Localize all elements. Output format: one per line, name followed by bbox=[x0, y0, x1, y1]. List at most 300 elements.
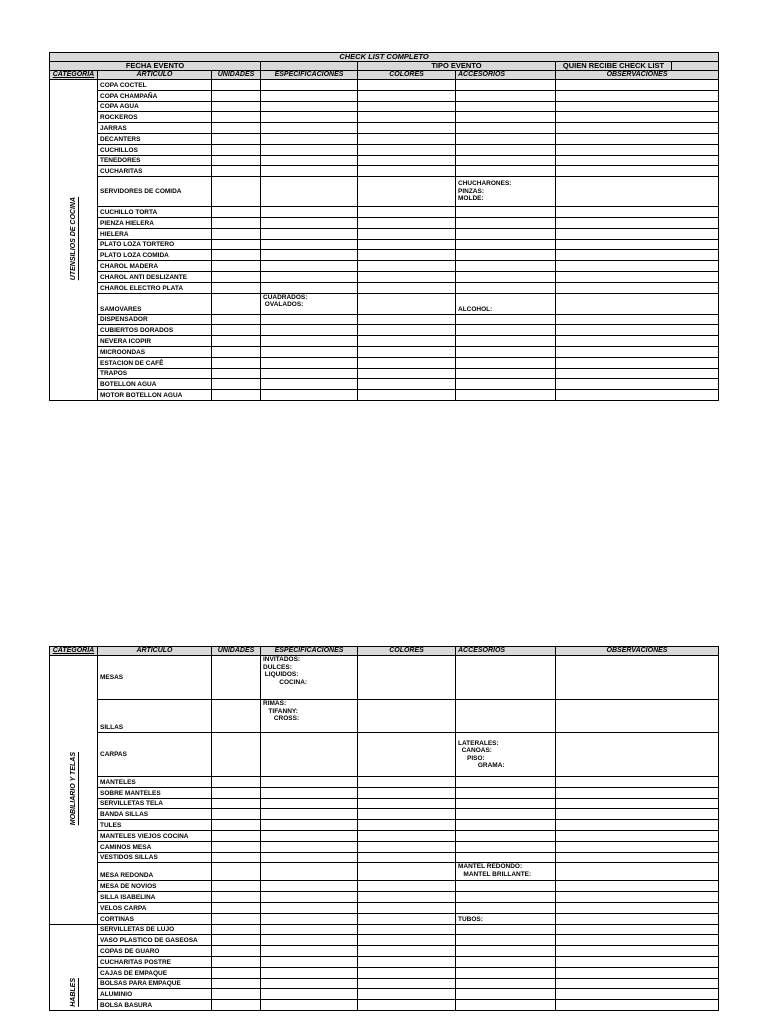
colores-cell[interactable] bbox=[358, 155, 456, 166]
especificaciones-cell[interactable] bbox=[261, 336, 358, 347]
observaciones-cell[interactable] bbox=[556, 336, 719, 347]
accesorios-cell[interactable] bbox=[456, 852, 556, 863]
especificaciones-cell[interactable] bbox=[261, 250, 358, 261]
colores-cell[interactable] bbox=[358, 989, 456, 1000]
observaciones-cell[interactable] bbox=[556, 841, 719, 852]
accesorios-cell[interactable]: MANTEL REDONDO: MANTEL BRILLANTE: bbox=[456, 863, 556, 881]
item-name: VASO PLASTICO DE GASEOSA bbox=[98, 935, 212, 946]
colores-cell[interactable] bbox=[358, 133, 456, 144]
accesorios-cell[interactable] bbox=[456, 978, 556, 989]
especificaciones-cell[interactable] bbox=[261, 946, 358, 957]
especificaciones-cell[interactable] bbox=[261, 207, 358, 218]
colores-cell[interactable] bbox=[358, 787, 456, 798]
unidades-cell[interactable] bbox=[212, 924, 261, 935]
unidades-cell[interactable] bbox=[212, 123, 261, 134]
colores-cell[interactable] bbox=[358, 80, 456, 91]
table-row bbox=[50, 820, 719, 831]
item-name: CUCHARITAS bbox=[98, 166, 212, 177]
observaciones-cell[interactable] bbox=[556, 90, 719, 101]
observaciones-cell[interactable] bbox=[556, 282, 719, 293]
observaciones-cell[interactable] bbox=[556, 357, 719, 368]
unidades-cell[interactable] bbox=[212, 809, 261, 820]
observaciones-cell[interactable] bbox=[556, 1000, 719, 1011]
accesorios-cell[interactable] bbox=[456, 346, 556, 357]
item-name: SERVILLETAS DE LUJO bbox=[98, 924, 212, 935]
observaciones-cell[interactable] bbox=[556, 250, 719, 261]
observaciones-cell[interactable] bbox=[556, 946, 719, 957]
especificaciones-cell[interactable] bbox=[261, 133, 358, 144]
unidades-cell[interactable] bbox=[212, 239, 261, 250]
accesorios-cell[interactable]: LATERALES: CANOAS: PISO: GRAMA: bbox=[456, 733, 556, 777]
table-row bbox=[50, 325, 719, 336]
table-row bbox=[50, 390, 719, 401]
category-label: MOBILIARIO Y TELAS bbox=[69, 751, 77, 825]
unidades-cell[interactable] bbox=[212, 112, 261, 123]
unidades-cell[interactable] bbox=[212, 967, 261, 978]
especificaciones-cell[interactable] bbox=[261, 101, 358, 112]
colores-cell[interactable] bbox=[358, 123, 456, 134]
especificaciones-cell[interactable] bbox=[261, 863, 358, 881]
observaciones-cell[interactable] bbox=[556, 325, 719, 336]
accesorios-cell[interactable] bbox=[456, 144, 556, 155]
item-name: COPA CHAMPAÑA bbox=[98, 90, 212, 101]
unidades-cell[interactable] bbox=[212, 902, 261, 913]
colores-cell[interactable] bbox=[358, 239, 456, 250]
observaciones-cell[interactable] bbox=[556, 368, 719, 379]
accesorios-cell[interactable] bbox=[456, 700, 556, 733]
item-name: CAMINOS MESA bbox=[98, 841, 212, 852]
table-row bbox=[50, 357, 719, 368]
especificaciones-cell[interactable]: INVITADOS: DULCES: LIQUIDOS: COCINA: bbox=[261, 656, 358, 700]
observaciones-cell[interactable] bbox=[556, 656, 719, 700]
observaciones-cell[interactable] bbox=[556, 787, 719, 798]
observaciones-cell[interactable] bbox=[556, 777, 719, 788]
especificaciones-cell[interactable] bbox=[261, 913, 358, 924]
unidades-cell[interactable] bbox=[212, 700, 261, 733]
observaciones-cell[interactable] bbox=[556, 700, 719, 733]
colores-cell[interactable] bbox=[358, 956, 456, 967]
accesorios-cell[interactable] bbox=[456, 379, 556, 390]
accesorios-cell[interactable] bbox=[456, 336, 556, 347]
unidades-cell[interactable] bbox=[212, 379, 261, 390]
item-name: SERVILLETAS TELA bbox=[98, 798, 212, 809]
colores-cell[interactable] bbox=[358, 325, 456, 336]
accesorios-cell[interactable] bbox=[456, 902, 556, 913]
especificaciones-cell[interactable] bbox=[261, 881, 358, 892]
unidades-cell[interactable] bbox=[212, 656, 261, 700]
accesorios-cell[interactable] bbox=[456, 90, 556, 101]
accesorios-cell[interactable] bbox=[456, 956, 556, 967]
accesorios-cell[interactable] bbox=[456, 239, 556, 250]
observaciones-cell[interactable] bbox=[556, 935, 719, 946]
accesorios-cell[interactable] bbox=[456, 80, 556, 91]
accesorios-cell[interactable]: ALCOHOL: bbox=[456, 293, 556, 314]
colores-cell[interactable] bbox=[358, 293, 456, 314]
unidades-cell[interactable] bbox=[212, 935, 261, 946]
observaciones-cell[interactable] bbox=[556, 271, 719, 282]
colores-cell[interactable] bbox=[358, 90, 456, 101]
unidades-cell[interactable] bbox=[212, 101, 261, 112]
unidades-cell[interactable] bbox=[212, 293, 261, 314]
observaciones-cell[interactable] bbox=[556, 820, 719, 831]
unidades-cell[interactable] bbox=[212, 166, 261, 177]
observaciones-cell[interactable] bbox=[556, 913, 719, 924]
unidades-cell[interactable] bbox=[212, 155, 261, 166]
observaciones-cell[interactable] bbox=[556, 379, 719, 390]
colores-cell[interactable] bbox=[358, 166, 456, 177]
especificaciones-cell[interactable] bbox=[261, 967, 358, 978]
unidades-cell[interactable] bbox=[212, 787, 261, 798]
accesorios-cell[interactable] bbox=[456, 820, 556, 831]
colores-cell[interactable] bbox=[358, 207, 456, 218]
especificaciones-cell[interactable] bbox=[261, 841, 358, 852]
unidades-cell[interactable] bbox=[212, 989, 261, 1000]
colores-cell[interactable] bbox=[358, 852, 456, 863]
unidades-cell[interactable] bbox=[212, 956, 261, 967]
observaciones-cell[interactable] bbox=[556, 830, 719, 841]
unidades-cell[interactable] bbox=[212, 390, 261, 401]
especificaciones-cell[interactable] bbox=[261, 357, 358, 368]
accesorios-cell[interactable] bbox=[456, 123, 556, 134]
colores-cell[interactable] bbox=[358, 314, 456, 325]
especificaciones-cell[interactable] bbox=[261, 368, 358, 379]
table-row bbox=[50, 379, 719, 390]
especificaciones-cell[interactable] bbox=[261, 271, 358, 282]
especificaciones-cell[interactable] bbox=[261, 346, 358, 357]
accesorios-cell[interactable] bbox=[456, 656, 556, 700]
accesorios-cell[interactable] bbox=[456, 809, 556, 820]
unidades-cell[interactable] bbox=[212, 80, 261, 91]
colores-cell[interactable] bbox=[358, 700, 456, 733]
colores-cell[interactable] bbox=[358, 733, 456, 777]
accesorios-cell[interactable] bbox=[456, 357, 556, 368]
observaciones-cell[interactable] bbox=[556, 978, 719, 989]
colores-cell[interactable] bbox=[358, 913, 456, 924]
col-accesorios: ACCESORIOS bbox=[456, 71, 556, 80]
especificaciones-cell[interactable] bbox=[261, 1000, 358, 1011]
colores-cell[interactable] bbox=[358, 144, 456, 155]
accesorios-cell[interactable] bbox=[456, 841, 556, 852]
observaciones-cell[interactable] bbox=[556, 228, 719, 239]
observaciones-cell[interactable] bbox=[556, 207, 719, 218]
unidades-cell[interactable] bbox=[212, 863, 261, 881]
item-name: SOBRE MANTELES bbox=[98, 787, 212, 798]
col-articulo: ARTICULO bbox=[98, 647, 212, 656]
accesorios-cell[interactable] bbox=[456, 112, 556, 123]
unidades-cell[interactable] bbox=[212, 852, 261, 863]
colores-cell[interactable] bbox=[358, 777, 456, 788]
accesorios-cell[interactable] bbox=[456, 282, 556, 293]
especificaciones-cell[interactable] bbox=[261, 314, 358, 325]
category-label: UTENSILIOS DE COCINA bbox=[69, 196, 77, 281]
colores-cell[interactable] bbox=[358, 282, 456, 293]
especificaciones-cell[interactable] bbox=[261, 830, 358, 841]
accesorios-cell[interactable] bbox=[456, 967, 556, 978]
colores-cell[interactable] bbox=[358, 250, 456, 261]
observaciones-cell[interactable] bbox=[556, 892, 719, 903]
observaciones-cell[interactable] bbox=[556, 852, 719, 863]
observaciones-cell[interactable] bbox=[556, 956, 719, 967]
accesorios-cell[interactable] bbox=[456, 830, 556, 841]
especificaciones-cell[interactable] bbox=[261, 261, 358, 272]
colores-cell[interactable] bbox=[358, 924, 456, 935]
colores-cell[interactable] bbox=[358, 978, 456, 989]
unidades-cell[interactable] bbox=[212, 777, 261, 788]
item-name: TENEDORES bbox=[98, 155, 212, 166]
unidades-cell[interactable] bbox=[212, 250, 261, 261]
item-name: TULES bbox=[98, 820, 212, 831]
table-row bbox=[50, 133, 719, 144]
accesorios-cell[interactable] bbox=[456, 390, 556, 401]
especificaciones-cell[interactable] bbox=[261, 733, 358, 777]
accesorios-cell[interactable]: CHUCHARONES: PINZAS: MOLDE: bbox=[456, 177, 556, 207]
observaciones-cell[interactable] bbox=[556, 112, 719, 123]
item-name: CUCHILLOS bbox=[98, 144, 212, 155]
especificaciones-cell[interactable] bbox=[261, 978, 358, 989]
especificaciones-cell[interactable]: CUADRADOS: OVALADOS: bbox=[261, 293, 358, 314]
table-row bbox=[50, 228, 719, 239]
unidades-cell[interactable] bbox=[212, 733, 261, 777]
colores-cell[interactable] bbox=[358, 177, 456, 207]
unidades-cell[interactable] bbox=[212, 282, 261, 293]
colores-cell[interactable] bbox=[358, 820, 456, 831]
unidades-cell[interactable] bbox=[212, 892, 261, 903]
colores-cell[interactable] bbox=[358, 809, 456, 820]
table-row bbox=[50, 166, 719, 177]
especificaciones-cell[interactable] bbox=[261, 90, 358, 101]
observaciones-cell[interactable] bbox=[556, 80, 719, 91]
observaciones-cell[interactable] bbox=[556, 177, 719, 207]
category-cell bbox=[50, 656, 98, 925]
colores-cell[interactable] bbox=[358, 112, 456, 123]
table-row bbox=[50, 924, 719, 935]
colores-cell[interactable] bbox=[358, 1000, 456, 1011]
especificaciones-cell[interactable] bbox=[261, 325, 358, 336]
unidades-cell[interactable] bbox=[212, 228, 261, 239]
item-name: BOLSAS PARA EMPAQUE bbox=[98, 978, 212, 989]
item-name: MANTELES bbox=[98, 777, 212, 788]
accesorios-cell[interactable] bbox=[456, 892, 556, 903]
accesorios-cell[interactable] bbox=[456, 935, 556, 946]
especificaciones-cell[interactable] bbox=[261, 809, 358, 820]
especificaciones-cell[interactable] bbox=[261, 80, 358, 91]
accesorios-cell[interactable] bbox=[456, 271, 556, 282]
colores-cell[interactable] bbox=[358, 881, 456, 892]
especificaciones-cell[interactable] bbox=[261, 924, 358, 935]
colores-cell[interactable] bbox=[358, 656, 456, 700]
col-categoria: CATEGORIA bbox=[50, 647, 98, 656]
accesorios-cell[interactable] bbox=[456, 325, 556, 336]
accesorios-cell[interactable] bbox=[456, 787, 556, 798]
unidades-cell[interactable] bbox=[212, 1000, 261, 1011]
observaciones-cell[interactable] bbox=[556, 863, 719, 881]
unidades-cell[interactable] bbox=[212, 368, 261, 379]
unidades-cell[interactable] bbox=[212, 946, 261, 957]
accesorios-cell[interactable] bbox=[456, 155, 556, 166]
colores-cell[interactable] bbox=[358, 967, 456, 978]
observaciones-cell[interactable] bbox=[556, 239, 719, 250]
accesorios-cell[interactable] bbox=[456, 777, 556, 788]
unidades-cell[interactable] bbox=[212, 336, 261, 347]
especificaciones-cell[interactable] bbox=[261, 935, 358, 946]
colores-cell[interactable] bbox=[358, 935, 456, 946]
colores-cell[interactable] bbox=[358, 946, 456, 957]
accesorios-cell[interactable] bbox=[456, 1000, 556, 1011]
observaciones-cell[interactable] bbox=[556, 967, 719, 978]
accesorios-cell[interactable] bbox=[456, 133, 556, 144]
item-name: BOLSA BASURA bbox=[98, 1000, 212, 1011]
especificaciones-cell[interactable] bbox=[261, 228, 358, 239]
colores-cell[interactable] bbox=[358, 390, 456, 401]
especificaciones-cell[interactable] bbox=[261, 239, 358, 250]
colores-cell[interactable] bbox=[358, 336, 456, 347]
especificaciones-cell[interactable] bbox=[261, 155, 358, 166]
fecha-evento-value[interactable] bbox=[261, 62, 358, 71]
accesorios-cell[interactable] bbox=[456, 989, 556, 1000]
accesorios-cell[interactable]: TUBOS: bbox=[456, 913, 556, 924]
colores-cell[interactable] bbox=[358, 379, 456, 390]
especificaciones-cell[interactable] bbox=[261, 217, 358, 228]
item-name: MESA DE NOVIOS bbox=[98, 881, 212, 892]
item-name: CUCHARITAS POSTRE bbox=[98, 956, 212, 967]
colores-cell[interactable] bbox=[358, 228, 456, 239]
accesorios-cell[interactable] bbox=[456, 368, 556, 379]
unidades-cell[interactable] bbox=[212, 978, 261, 989]
unidades-cell[interactable] bbox=[212, 841, 261, 852]
observaciones-cell[interactable] bbox=[556, 293, 719, 314]
observaciones-cell[interactable] bbox=[556, 881, 719, 892]
item-name: MANTELES VIEJOS COCINA bbox=[98, 830, 212, 841]
unidades-cell[interactable] bbox=[212, 357, 261, 368]
item-name: ESTACION DE CAFÊ bbox=[98, 357, 212, 368]
item-name: VESTIDOS SILLAS bbox=[98, 852, 212, 863]
table-row bbox=[50, 787, 719, 798]
accesorios-cell[interactable] bbox=[456, 228, 556, 239]
unidades-cell[interactable] bbox=[212, 798, 261, 809]
observaciones-cell[interactable] bbox=[556, 155, 719, 166]
accesorios-cell[interactable] bbox=[456, 217, 556, 228]
colores-cell[interactable] bbox=[358, 368, 456, 379]
table-row bbox=[50, 207, 719, 218]
unidades-cell[interactable] bbox=[212, 217, 261, 228]
table-row bbox=[50, 700, 719, 733]
unidades-cell[interactable] bbox=[212, 913, 261, 924]
observaciones-cell[interactable] bbox=[556, 924, 719, 935]
observaciones-cell[interactable] bbox=[556, 261, 719, 272]
especificaciones-cell[interactable] bbox=[261, 777, 358, 788]
checklist-table-2 bbox=[49, 646, 718, 1011]
especificaciones-cell[interactable] bbox=[261, 123, 358, 134]
especificaciones-cell[interactable] bbox=[261, 390, 358, 401]
unidades-cell[interactable] bbox=[212, 314, 261, 325]
colores-cell[interactable] bbox=[358, 261, 456, 272]
observaciones-cell[interactable] bbox=[556, 123, 719, 134]
colores-cell[interactable] bbox=[358, 902, 456, 913]
observaciones-cell[interactable] bbox=[556, 166, 719, 177]
colores-cell[interactable] bbox=[358, 863, 456, 881]
especificaciones-cell[interactable] bbox=[261, 282, 358, 293]
accesorios-cell[interactable] bbox=[456, 946, 556, 957]
observaciones-cell[interactable] bbox=[556, 733, 719, 777]
table-row bbox=[50, 250, 719, 261]
especificaciones-cell[interactable] bbox=[261, 852, 358, 863]
especificaciones-cell[interactable] bbox=[261, 112, 358, 123]
accesorios-cell[interactable] bbox=[456, 101, 556, 112]
unidades-cell[interactable] bbox=[212, 881, 261, 892]
colores-cell[interactable] bbox=[358, 101, 456, 112]
observaciones-cell[interactable] bbox=[556, 989, 719, 1000]
observaciones-cell[interactable] bbox=[556, 390, 719, 401]
colores-cell[interactable] bbox=[358, 830, 456, 841]
colores-cell[interactable] bbox=[358, 798, 456, 809]
observaciones-cell[interactable] bbox=[556, 902, 719, 913]
unidades-cell[interactable] bbox=[212, 177, 261, 207]
observaciones-cell[interactable] bbox=[556, 217, 719, 228]
accesorios-cell[interactable] bbox=[456, 924, 556, 935]
especificaciones-cell[interactable] bbox=[261, 166, 358, 177]
colores-cell[interactable] bbox=[358, 346, 456, 357]
unidades-cell[interactable] bbox=[212, 90, 261, 101]
observaciones-cell[interactable] bbox=[556, 346, 719, 357]
item-name: SAMOVARES bbox=[98, 293, 212, 314]
especificaciones-cell[interactable] bbox=[261, 892, 358, 903]
unidades-cell[interactable] bbox=[212, 261, 261, 272]
especificaciones-cell[interactable] bbox=[261, 787, 358, 798]
especificaciones-cell[interactable] bbox=[261, 144, 358, 155]
accesorios-cell[interactable] bbox=[456, 261, 556, 272]
accesorios-cell[interactable] bbox=[456, 881, 556, 892]
unidades-cell[interactable] bbox=[212, 830, 261, 841]
unidades-cell[interactable] bbox=[212, 207, 261, 218]
observaciones-cell[interactable] bbox=[556, 809, 719, 820]
unidades-cell[interactable] bbox=[212, 820, 261, 831]
col-accesorios: ACCESORIOS bbox=[456, 647, 556, 656]
especificaciones-cell[interactable] bbox=[261, 379, 358, 390]
especificaciones-cell[interactable] bbox=[261, 177, 358, 207]
unidades-cell[interactable] bbox=[212, 346, 261, 357]
observaciones-cell[interactable] bbox=[556, 144, 719, 155]
especificaciones-cell[interactable] bbox=[261, 902, 358, 913]
colores-cell[interactable] bbox=[358, 271, 456, 282]
unidades-cell[interactable] bbox=[212, 133, 261, 144]
colores-cell[interactable] bbox=[358, 841, 456, 852]
accesorios-cell[interactable] bbox=[456, 166, 556, 177]
especificaciones-cell[interactable] bbox=[261, 989, 358, 1000]
colores-cell[interactable] bbox=[358, 892, 456, 903]
col-colores: COLORES bbox=[358, 647, 456, 656]
table-row bbox=[50, 346, 719, 357]
observaciones-cell[interactable] bbox=[556, 798, 719, 809]
colores-cell[interactable] bbox=[358, 357, 456, 368]
observaciones-cell[interactable] bbox=[556, 101, 719, 112]
especificaciones-cell[interactable] bbox=[261, 820, 358, 831]
item-name: MICROONDAS bbox=[98, 346, 212, 357]
accesorios-cell[interactable] bbox=[456, 207, 556, 218]
observaciones-cell[interactable] bbox=[556, 314, 719, 325]
observaciones-cell[interactable] bbox=[556, 133, 719, 144]
unidades-cell[interactable] bbox=[212, 325, 261, 336]
accesorios-cell[interactable] bbox=[456, 250, 556, 261]
accesorios-cell[interactable] bbox=[456, 314, 556, 325]
unidades-cell[interactable] bbox=[212, 144, 261, 155]
unidades-cell[interactable] bbox=[212, 271, 261, 282]
especificaciones-cell[interactable] bbox=[261, 798, 358, 809]
accesorios-cell[interactable] bbox=[456, 798, 556, 809]
quien-recibe-value[interactable] bbox=[672, 62, 719, 71]
especificaciones-cell[interactable] bbox=[261, 956, 358, 967]
especificaciones-cell[interactable]: RIMAS: TIFANNY: CROSS: bbox=[261, 700, 358, 733]
colores-cell[interactable] bbox=[358, 217, 456, 228]
